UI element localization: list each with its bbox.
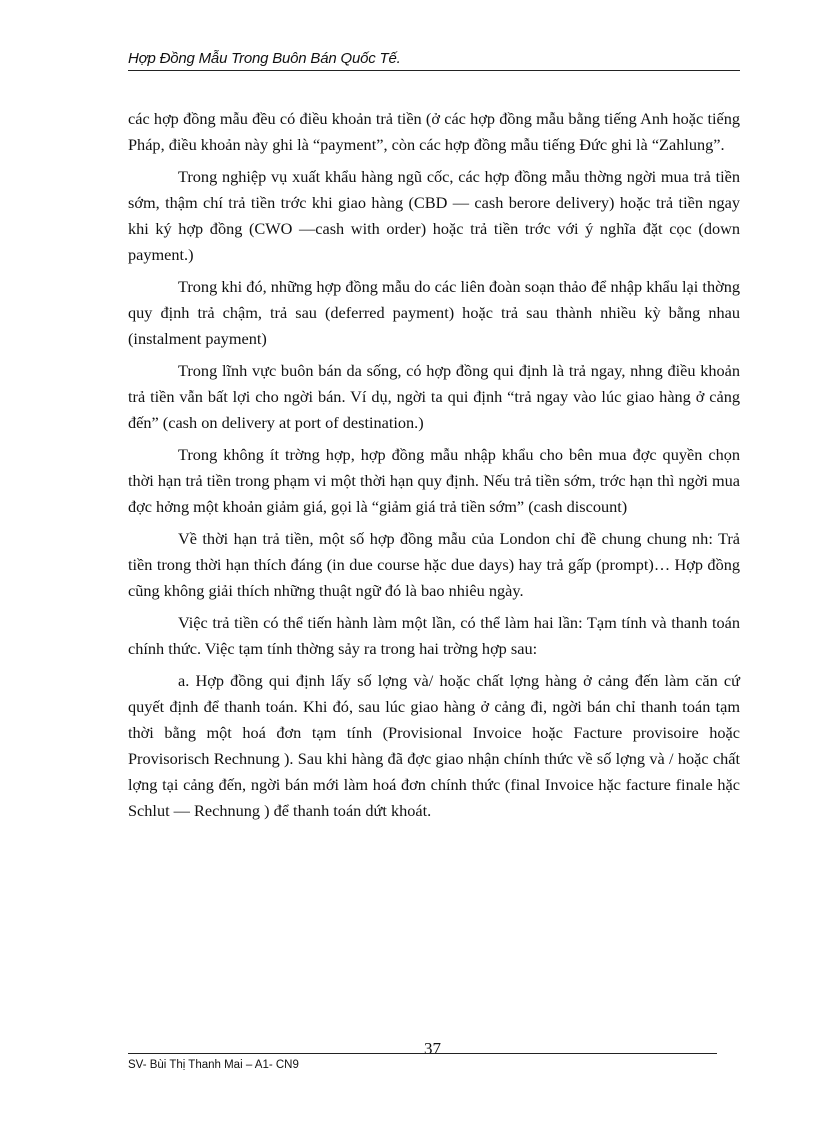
paragraph-5: Trong không ít trờng hợp, hợp đồng mẫu nhập khẩu cho bên mua đợc quyền chọn thời hạn trả tiền trong phạm vi một thời hạn quy định. Nếu trả tiền sớm, trớc hạn thì ngời mua đợc hởng một khoản giảm giá, gọi là “giảm giá trả tiền sớm” (cash discount) [128, 445, 740, 516]
document-body [128, 106, 740, 830]
footer-divider [128, 1053, 717, 1054]
header-title: Hợp Đồng Mẫu Trong Buôn Bán Quốc Tế. [128, 50, 401, 67]
paragraph-4: Trong lĩnh vực buôn bán da sống, có hợp đồng qui định là trả ngay, nhng điều khoản trả tiền vẫn bất lợi cho ngời bán. Ví dụ, ngời ta qui định “trả ngay vào lúc giao hàng ở cảng đến” (cash on delivery at port of destination.) [128, 361, 740, 432]
page-header [128, 50, 740, 71]
paragraph-1: các hợp đồng mẫu đều có điều khoản trả tiền (ở các hợp đồng mẫu bằng tiếng Anh hoặc tiếng Pháp, điều khoản này ghi là “payment”, còn các hợp đồng mẫu tiếng Đức ghi là “Zahlung”. [128, 109, 740, 154]
paragraph-6: Về thời hạn trả tiền, một số hợp đồng mẫu của London chỉ đề chung chung nh: Trả tiền trong thời hạn thích đáng (in due course hặc due days) hay trả gấp (prompt)… Hợp đồng cũng không giải thích những thuật ngữ đó là bao nhiêu ngày. [128, 529, 740, 600]
paragraph-7: Việc trả tiền có thể tiến hành làm một lần, có thể làm hai lần: Tạm tính và thanh toán chính thức. Việc tạm tính thờng sảy ra trong hai trờng hợp sau: [128, 613, 740, 658]
paragraph-8: a. Hợp đồng qui định lấy số lợng và/ hoặc chất lợng hàng ở cảng đến làm căn cứ quyết định để thanh toán. Khi đó, sau lúc giao hàng ở cảng đi, ngời bán chỉ thanh toán tạm thời bằng một hoá đơn tạm tính (Provisional Invoice hoặc Facture provisoire hoặc Provisorisch Rechnung ). Sau khi hàng đã đợc giao nhận chính thức về số lợng và / hoặc chất lợng tại cảng đến, ngời bán mới làm hoá đơn chính thức (final Invoice hặc facture finale hặc Schlut — Rechnung ) để thanh toán dứt khoát. [128, 671, 740, 820]
page-number: 37 [424, 1039, 441, 1058]
paragraph-2: Trong nghiệp vụ xuất khẩu hàng ngũ cốc, các hợp đồng mẫu thờng ngời mua trả tiền sớm, thậm chí trả tiền trớc khi giao hàng (CBD — cash berore delivery) hoặc trả tiền ngay khi ký hợp đồng (CWO —cash with order) hoặc trả tiền trớc với ý nghĩa đặt cọc (down payment.) [128, 167, 740, 264]
paragraph-3: Trong khi đó, những hợp đồng mẫu do các liên đoàn soạn thảo để nhập khẩu lại thờng quy định trả chậm, trả sau (deferred payment) hoặc trả sau thành nhiều kỳ bằng nhau (instalment payment) [128, 277, 740, 348]
footer-author: SV- Bùi Thị Thanh Mai – A1- CN9 [128, 1059, 299, 1071]
